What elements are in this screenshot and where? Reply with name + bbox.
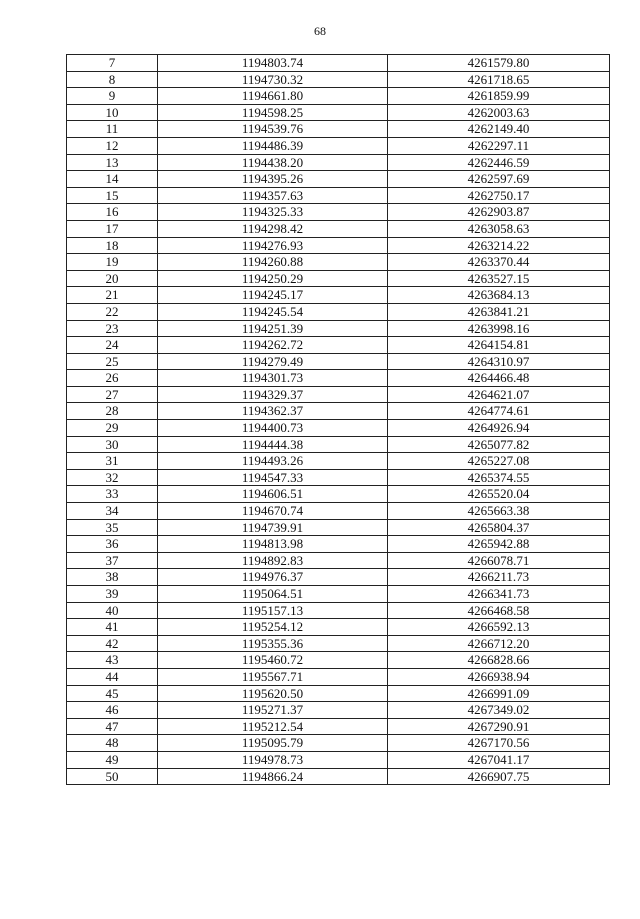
table-row [67,569,610,586]
point-number-cell: 8 [67,71,158,88]
y-coordinate-cell: 4265227.08 [388,453,610,470]
y-coordinate-cell: 4266211.73 [388,569,610,586]
point-number-cell: 17 [67,220,158,237]
x-coordinate-cell: 1194547.33 [158,469,388,486]
table-row [67,602,610,619]
x-coordinate-cell: 1194325.33 [158,204,388,221]
point-number-cell: 31 [67,453,158,470]
x-coordinate-cell: 1194329.37 [158,386,388,403]
x-coordinate-cell: 1194245.17 [158,287,388,304]
table-row [67,552,610,569]
x-coordinate-cell: 1195620.50 [158,685,388,702]
x-coordinate-cell: 1194260.88 [158,254,388,271]
point-number-cell: 37 [67,552,158,569]
y-coordinate-cell: 4266468.58 [388,602,610,619]
x-coordinate-cell: 1194661.80 [158,88,388,105]
x-coordinate-cell: 1194357.63 [158,187,388,204]
point-number-cell: 33 [67,486,158,503]
x-coordinate-cell: 1195095.79 [158,735,388,752]
table-row [67,337,610,354]
x-coordinate-cell: 1195355.36 [158,635,388,652]
point-number-cell: 41 [67,619,158,636]
table-row [67,668,610,685]
table-row [67,685,610,702]
x-coordinate-cell: 1194250.29 [158,270,388,287]
table-row [67,635,610,652]
point-number-cell: 9 [67,88,158,105]
point-number-cell: 13 [67,154,158,171]
x-coordinate-cell: 1194730.32 [158,71,388,88]
x-coordinate-cell: 1195064.51 [158,586,388,603]
x-coordinate-cell: 1195460.72 [158,652,388,669]
y-coordinate-cell: 4265804.37 [388,519,610,536]
point-number-cell: 39 [67,586,158,603]
y-coordinate-cell: 4265663.38 [388,503,610,520]
y-coordinate-cell: 4263058.63 [388,220,610,237]
point-number-cell: 28 [67,403,158,420]
table-row [67,503,610,520]
y-coordinate-cell: 4267349.02 [388,702,610,719]
table-row [67,469,610,486]
x-coordinate-cell: 1194606.51 [158,486,388,503]
y-coordinate-cell: 4263527.15 [388,270,610,287]
x-coordinate-cell: 1194598.25 [158,104,388,121]
table-row [67,171,610,188]
x-coordinate-cell: 1194813.98 [158,536,388,553]
x-coordinate-cell: 1194262.72 [158,337,388,354]
y-coordinate-cell: 4265374.55 [388,469,610,486]
y-coordinate-cell: 4266712.20 [388,635,610,652]
table-row [67,436,610,453]
x-coordinate-cell: 1194493.26 [158,453,388,470]
point-number-cell: 24 [67,337,158,354]
y-coordinate-cell: 4264621.07 [388,386,610,403]
point-number-cell: 32 [67,469,158,486]
y-coordinate-cell: 4266907.75 [388,768,610,785]
x-coordinate-cell: 1194892.83 [158,552,388,569]
y-coordinate-cell: 4261859.99 [388,88,610,105]
point-number-cell: 43 [67,652,158,669]
x-coordinate-cell: 1194276.93 [158,237,388,254]
point-number-cell: 25 [67,353,158,370]
y-coordinate-cell: 4263841.21 [388,303,610,320]
table-row [67,353,610,370]
point-number-cell: 7 [67,55,158,72]
table-row [67,486,610,503]
table-row [67,187,610,204]
table-row [67,220,610,237]
point-number-cell: 15 [67,187,158,204]
x-coordinate-cell: 1194279.49 [158,353,388,370]
x-coordinate-cell: 1194739.91 [158,519,388,536]
y-coordinate-cell: 4262750.17 [388,187,610,204]
y-coordinate-cell: 4266078.71 [388,552,610,569]
point-number-cell: 20 [67,270,158,287]
y-coordinate-cell: 4264154.81 [388,337,610,354]
table-row [67,751,610,768]
y-coordinate-cell: 4263214.22 [388,237,610,254]
y-coordinate-cell: 4267170.56 [388,735,610,752]
point-number-cell: 49 [67,751,158,768]
y-coordinate-cell: 4262446.59 [388,154,610,171]
table-row [67,137,610,154]
point-number-cell: 36 [67,536,158,553]
x-coordinate-cell: 1194362.37 [158,403,388,420]
table-row [67,619,610,636]
point-number-cell: 22 [67,303,158,320]
point-number-cell: 14 [67,171,158,188]
point-number-cell: 12 [67,137,158,154]
point-number-cell: 38 [67,569,158,586]
coordinates-table [66,54,610,785]
table-row [67,536,610,553]
y-coordinate-cell: 4262149.40 [388,121,610,138]
coordinates-table-body [67,55,610,785]
table-row [67,303,610,320]
x-coordinate-cell: 1194395.26 [158,171,388,188]
x-coordinate-cell: 1194486.39 [158,137,388,154]
y-coordinate-cell: 4266938.94 [388,668,610,685]
point-number-cell: 11 [67,121,158,138]
point-number-cell: 26 [67,370,158,387]
x-coordinate-cell: 1195212.54 [158,718,388,735]
table-row [67,270,610,287]
table-row [67,386,610,403]
y-coordinate-cell: 4263684.13 [388,287,610,304]
point-number-cell: 29 [67,420,158,437]
table-row [67,204,610,221]
y-coordinate-cell: 4267041.17 [388,751,610,768]
x-coordinate-cell: 1194438.20 [158,154,388,171]
x-coordinate-cell: 1194539.76 [158,121,388,138]
y-coordinate-cell: 4262003.63 [388,104,610,121]
table-row [67,320,610,337]
y-coordinate-cell: 4264466.48 [388,370,610,387]
table-row [67,71,610,88]
x-coordinate-cell: 1194670.74 [158,503,388,520]
point-number-cell: 34 [67,503,158,520]
point-number-cell: 23 [67,320,158,337]
y-coordinate-cell: 4261718.65 [388,71,610,88]
point-number-cell: 10 [67,104,158,121]
point-number-cell: 21 [67,287,158,304]
x-coordinate-cell: 1194444.38 [158,436,388,453]
table-row [67,287,610,304]
table-row [67,154,610,171]
table-row [67,403,610,420]
table-row [67,55,610,72]
table-row [67,735,610,752]
x-coordinate-cell: 1195157.13 [158,602,388,619]
y-coordinate-cell: 4266341.73 [388,586,610,603]
table-row [67,104,610,121]
table-row [67,121,610,138]
y-coordinate-cell: 4266592.13 [388,619,610,636]
table-row [67,586,610,603]
point-number-cell: 46 [67,702,158,719]
point-number-cell: 50 [67,768,158,785]
point-number-cell: 19 [67,254,158,271]
y-coordinate-cell: 4266991.09 [388,685,610,702]
table-row [67,768,610,785]
x-coordinate-cell: 1194976.37 [158,569,388,586]
point-number-cell: 18 [67,237,158,254]
y-coordinate-cell: 4265520.04 [388,486,610,503]
x-coordinate-cell: 1194251.39 [158,320,388,337]
point-number-cell: 35 [67,519,158,536]
x-coordinate-cell: 1194803.74 [158,55,388,72]
table-row [67,652,610,669]
point-number-cell: 30 [67,436,158,453]
point-number-cell: 44 [67,668,158,685]
point-number-cell: 42 [67,635,158,652]
table-row [67,718,610,735]
table-row [67,519,610,536]
table-row [67,370,610,387]
y-coordinate-cell: 4262597.69 [388,171,610,188]
x-coordinate-cell: 1194301.73 [158,370,388,387]
x-coordinate-cell: 1195567.71 [158,668,388,685]
x-coordinate-cell: 1194245.54 [158,303,388,320]
y-coordinate-cell: 4262903.87 [388,204,610,221]
y-coordinate-cell: 4263998.16 [388,320,610,337]
y-coordinate-cell: 4261579.80 [388,55,610,72]
table-row [67,254,610,271]
table-row [67,88,610,105]
point-number-cell: 40 [67,602,158,619]
point-number-cell: 16 [67,204,158,221]
x-coordinate-cell: 1194298.42 [158,220,388,237]
table-row [67,420,610,437]
y-coordinate-cell: 4264774.61 [388,403,610,420]
x-coordinate-cell: 1194400.73 [158,420,388,437]
x-coordinate-cell: 1195254.12 [158,619,388,636]
point-number-cell: 27 [67,386,158,403]
table-row [67,453,610,470]
y-coordinate-cell: 4263370.44 [388,254,610,271]
point-number-cell: 45 [67,685,158,702]
table-row [67,237,610,254]
y-coordinate-cell: 4265942.88 [388,536,610,553]
x-coordinate-cell: 1195271.37 [158,702,388,719]
table-row [67,702,610,719]
y-coordinate-cell: 4267290.91 [388,718,610,735]
y-coordinate-cell: 4262297.11 [388,137,610,154]
x-coordinate-cell: 1194978.73 [158,751,388,768]
y-coordinate-cell: 4264926.94 [388,420,610,437]
point-number-cell: 47 [67,718,158,735]
y-coordinate-cell: 4265077.82 [388,436,610,453]
y-coordinate-cell: 4264310.97 [388,353,610,370]
page-number: 68 [314,24,326,38]
y-coordinate-cell: 4266828.66 [388,652,610,669]
point-number-cell: 48 [67,735,158,752]
x-coordinate-cell: 1194866.24 [158,768,388,785]
